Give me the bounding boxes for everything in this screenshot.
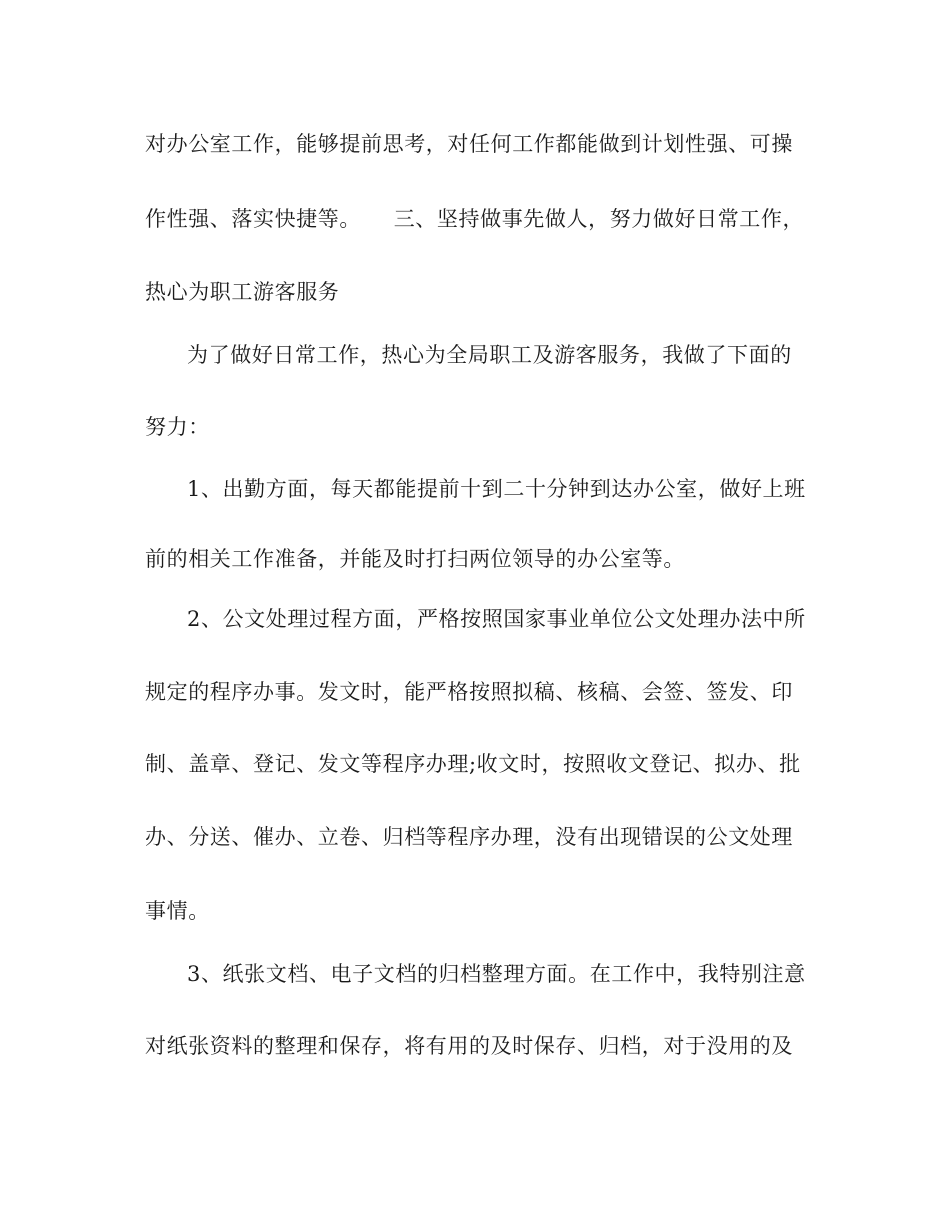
text-line: 3、纸张文档、电子文档的归档整理方面。在工作中，我特别注意 (187, 962, 806, 986)
text-line: 1、出勤方面，每天都能提前十到二十分钟到达办公室，做好上班 (187, 477, 806, 501)
text-line: 前的相关工作准备，并能及时打扫两位领导的办公室等。 (145, 547, 685, 571)
text-line: 为了做好日常工作，热心为全局职工及游客服务，我做了下面的 (187, 343, 792, 367)
text-line: 对办公室工作，能够提前思考，对任何工作都能做到计划性强、可操 (145, 132, 793, 156)
text-line: 热心为职工游客服务 (145, 280, 340, 304)
text-line: 办、分送、催办、立卷、归档等程序办理，没有出现错误的公文处理 (145, 825, 793, 849)
text-line: 努力： (145, 415, 210, 439)
text-line: 事情。 (145, 899, 210, 923)
text-line: 对纸张资料的整理和保存，将有用的及时保存、归档，对于没用的及 (145, 1034, 793, 1058)
text-line: 规定的程序办事。发文时，能严格按照拟稿、核稿、会签、签发、印 (145, 680, 793, 704)
text-line: 制、盖章、登记、发文等程序办理;收文时，按照收文登记、拟办、批 (145, 752, 801, 776)
text-line: 作性强、落实快捷等。 三、坚持做事先做人，努力做好日常工作， (145, 207, 805, 231)
text-line: 2、公文处理过程方面，严格按照国家事业单位公文处理办法中所 (187, 607, 806, 631)
